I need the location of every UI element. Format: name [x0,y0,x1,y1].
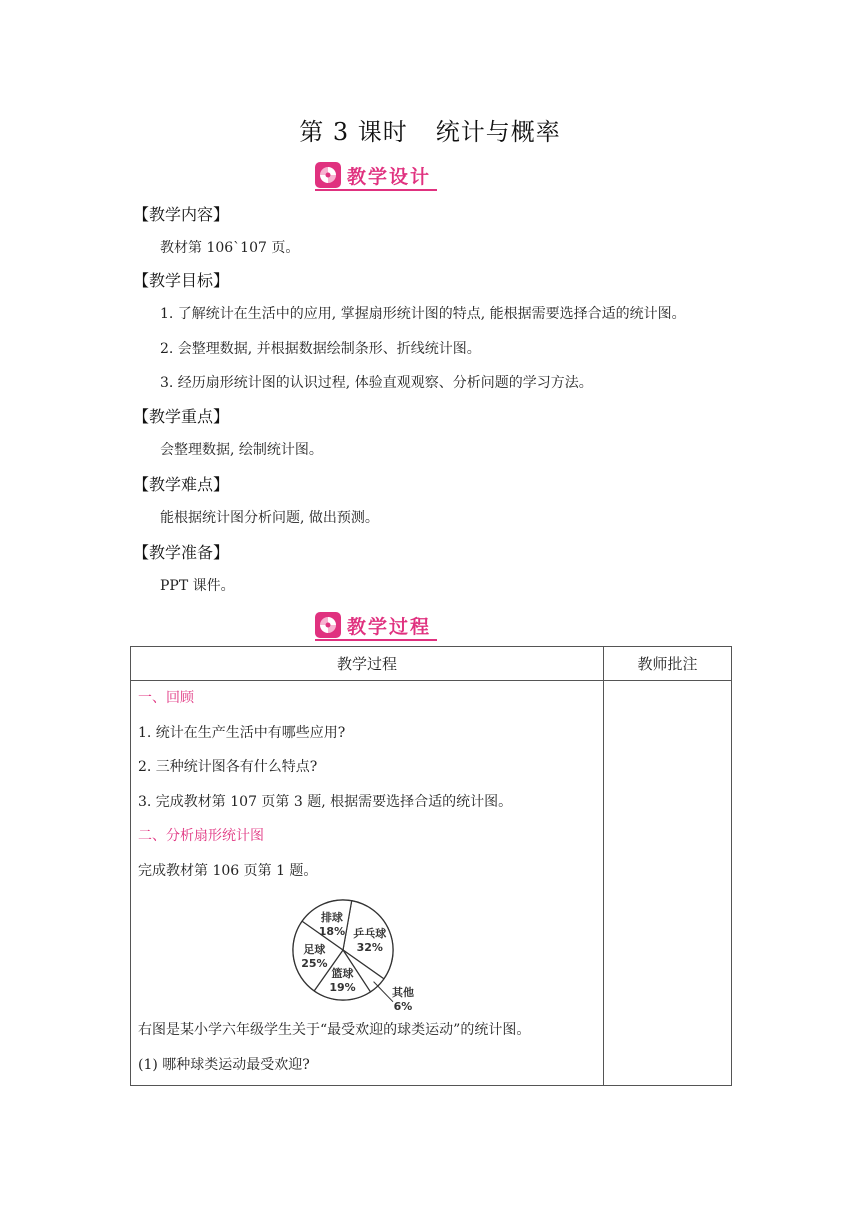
swirl-logo-icon [315,612,341,638]
pie-value-label-4: 25% [301,956,328,970]
pie-chart-container [131,888,603,1013]
swirl-logo-icon [315,162,341,188]
page-title [0,112,860,147]
heading-objectives: 【教学目标】 [133,271,230,290]
teacher-notes-cell [604,681,732,1086]
pie-value-label-3: 19% [329,980,356,994]
section-pie-heading: 二、分析扇形统计图 [138,828,264,844]
heading-preparation: 【教学准备】 [133,543,230,562]
banner-underline [315,639,437,641]
title-lesson: 第 3 课时 [299,118,408,146]
teaching-process-table [130,646,732,1086]
pie-chart [131,888,604,1013]
heading-content: 【教学内容】 [133,205,230,224]
objective-line-2: 2. 会整理数据, 并根据数据绘制条形、折线统计图。 [160,341,481,357]
review-question-1: 1. 统计在生产生活中有哪些应用? [138,724,346,741]
process-content-cell [131,681,604,1086]
key-points-line: 会整理数据, 绘制统计图。 [160,442,323,458]
pie-category-label-5: 排球 [320,911,343,925]
header-process: 教学过程 [131,647,604,681]
heading-key-points: 【教学重点】 [133,407,230,426]
banner-label: 教学过程 [347,615,432,638]
difficulties-line: 能根据统计图分析问题, 做出预测。 [160,510,379,526]
banner-teaching-design [315,160,431,190]
pie-category-label-3: 篮球 [331,966,354,980]
objective-line-1: 1. 了解统计在生活中的应用, 掌握扇形统计图的特点, 能根据需要选择合适的统计图。 [160,306,686,322]
review-question-3: 3. 完成教材第 107 页第 3 题, 根据需要选择合适的统计图。 [138,793,513,810]
section-review-heading: 一、回顾 [138,690,194,706]
review-question-2: 2. 三种统计图各有什么特点? [138,759,318,775]
exercise-instruction: 完成教材第 106 页第 1 题。 [138,862,318,879]
title-topic: 统计与概率 [435,118,561,146]
pie-value-label-2: 6% [393,999,413,1013]
preparation-line: PPT 课件。 [160,578,235,594]
pie-category-label-1: 乒乓球 [353,926,387,940]
pie-category-label-2: 其他 [392,985,415,999]
question-1: (1) 哪种球类运动最受欢迎? [138,1056,310,1073]
content-line: 教材第 106`107 页。 [160,240,300,256]
pie-category-label-4: 足球 [303,942,326,956]
objective-line-3: 3. 经历扇形统计图的认识过程, 体验直观观察、分析问题的学习方法。 [160,375,593,391]
banner-label: 教学设计 [347,165,432,188]
banner-teaching-process [315,610,431,640]
pie-value-label-5: 18% [318,925,346,939]
header-teacher-notes: 教师批注 [604,647,732,681]
heading-difficulties: 【教学难点】 [133,475,230,494]
chart-description: 右图是某小学六年级学生关于“最受欢迎的球类运动”的统计图。 [138,1022,531,1038]
pie-value-label-1: 32% [356,940,383,954]
pie-leader-line-2 [374,982,393,1002]
banner-underline [315,189,437,191]
